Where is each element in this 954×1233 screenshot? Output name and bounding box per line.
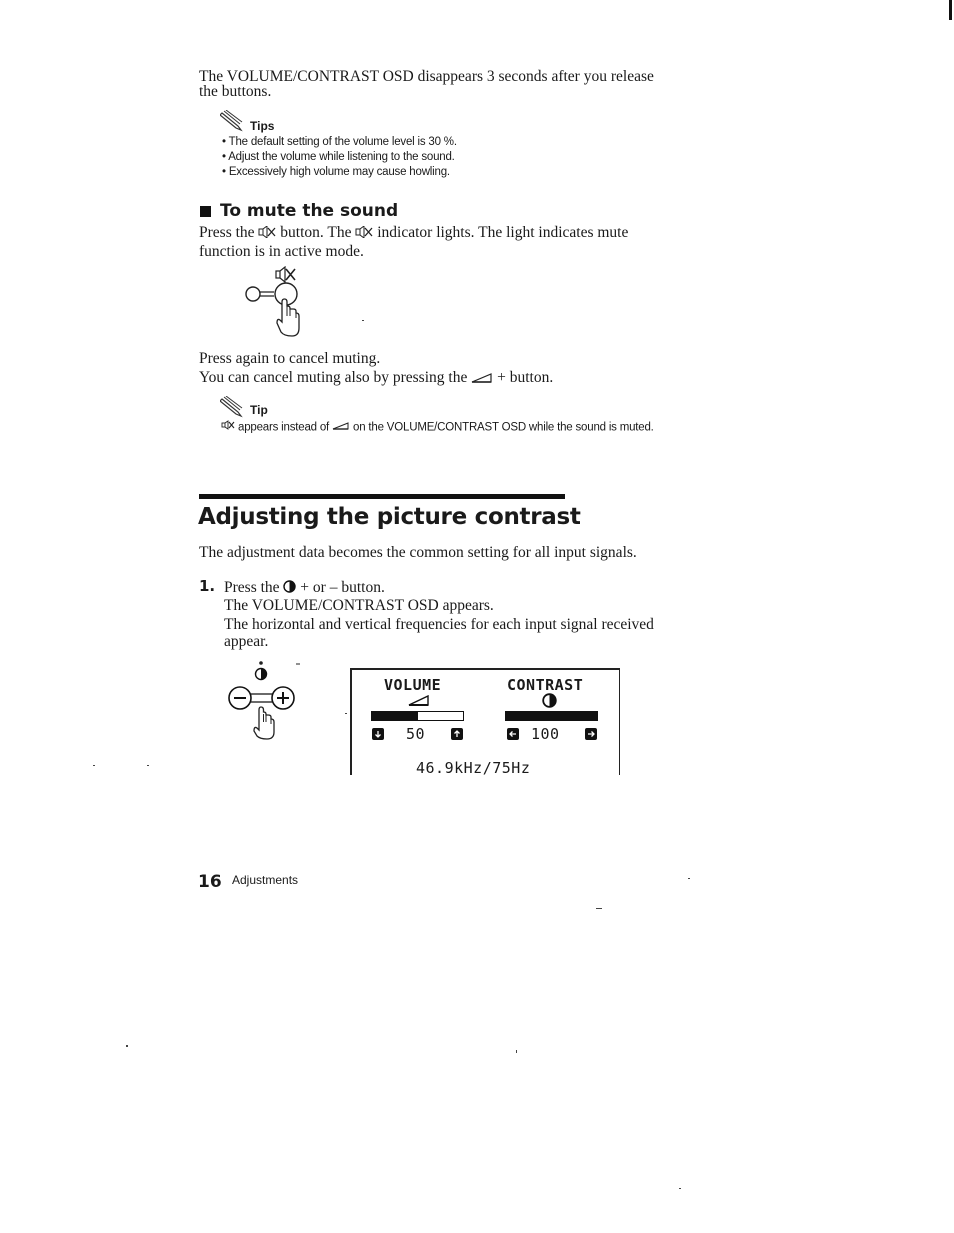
section-bullet — [200, 206, 211, 217]
scan-speck — [679, 1188, 681, 1189]
mute-paragraph-line-2: function is in active mode. — [199, 243, 364, 260]
volume-level-fill — [372, 712, 418, 720]
scan-speck — [147, 765, 149, 766]
hand-press-icon — [254, 707, 274, 739]
osd-contrast-value: 100 — [531, 725, 560, 743]
intro-line-2: the buttons. — [199, 83, 272, 100]
pencil-icon — [220, 110, 246, 132]
mute-icon — [355, 224, 373, 243]
scan-speck — [596, 908, 602, 909]
contrast-level-fill — [506, 712, 597, 720]
mute-text-c: indicator lights. The light indicates mute — [377, 224, 629, 241]
tip-item-1: • The default setting of the volume level is 30 %. — [222, 136, 457, 148]
tip-text — [221, 420, 654, 436]
volume-wedge-icon — [471, 369, 493, 388]
scan-speck — [362, 320, 364, 321]
binding-edge-mark — [949, 0, 952, 20]
mute-icon — [258, 224, 276, 243]
mute-icon — [221, 420, 235, 435]
tip-heading: Tip — [250, 403, 268, 417]
step-text-b: + or – button. — [300, 579, 385, 596]
step-number: 1. — [199, 577, 216, 595]
osd-volume-label: VOLUME — [384, 676, 442, 694]
cancel-text-b: + button. — [497, 369, 554, 386]
scan-speck — [688, 878, 690, 879]
volume-contrast-osd — [350, 668, 620, 775]
pencil-icon — [220, 396, 246, 418]
scan-speck — [516, 1050, 517, 1053]
page-number: 16 — [198, 872, 222, 892]
contrast-left-icon — [507, 727, 519, 745]
contrast-right-icon — [585, 727, 597, 745]
tip-item-text: The default setting of the volume level is 30 %. — [228, 136, 457, 148]
osd-volume-value: 50 — [406, 725, 426, 743]
tip-item-3: • Excessively high volume may cause howling. — [222, 166, 450, 178]
scan-speck — [93, 765, 95, 766]
scan-speck — [345, 713, 347, 714]
scan-speck — [126, 1045, 128, 1047]
volume-up-icon — [451, 727, 463, 745]
volume-level-bar — [371, 711, 464, 721]
osd-contrast-label: CONTRAST — [507, 676, 584, 694]
mute-text-a: Press the — [199, 224, 255, 241]
cancel-text-a: You can cancel muting also by pressing the — [199, 369, 468, 386]
footer-section: Adjustments — [232, 873, 299, 887]
tip-text-a: appears instead of — [238, 421, 330, 434]
osd-frequency: 46.9kHz/75Hz — [416, 759, 531, 777]
cancel-line-1: Press again to cancel muting. — [199, 350, 381, 367]
step-text-a: Press the — [224, 579, 280, 596]
mute-button-illustration — [240, 266, 320, 338]
cancel-line-2 — [199, 368, 553, 388]
intro-line-1: The VOLUME/CONTRAST OSD disappears 3 seconds after you release — [199, 68, 654, 85]
tips-heading: Tips — [250, 119, 275, 133]
tip-item-text: Excessively high volume may cause howling. — [228, 166, 450, 178]
contrast-level-bar — [505, 711, 598, 721]
step-line-4: appear. — [224, 633, 269, 650]
contrast-icon — [542, 693, 557, 713]
mute-icon — [276, 267, 295, 282]
volume-down-icon — [372, 727, 384, 745]
volume-wedge-icon — [332, 420, 350, 435]
tip-item-2: • Adjust the volume while listening to the sound. — [222, 151, 455, 163]
step-line-1 — [224, 578, 385, 598]
contrast-icon — [256, 669, 267, 680]
section-rule — [199, 494, 565, 499]
tip-text-b: on the VOLUME/CONTRAST OSD while the sound is muted. — [353, 421, 654, 434]
mute-text-b: button. The — [280, 224, 352, 241]
step-line-2: The VOLUME/CONTRAST OSD appears. — [224, 597, 494, 614]
tip-item-text: Adjust the volume while listening to the sound. — [228, 151, 455, 163]
contrast-intro: The adjustment data becomes the common setting for all input signals. — [199, 544, 637, 561]
mute-paragraph-line-1 — [199, 223, 628, 243]
step-line-3: The horizontal and vertical frequencies for each input signal received — [224, 616, 654, 633]
contrast-button-illustration — [224, 660, 308, 740]
contrast-section-heading: Adjusting the picture contrast — [198, 504, 581, 530]
volume-wedge-icon — [408, 693, 430, 711]
mute-section-heading: To mute the sound — [220, 201, 399, 221]
